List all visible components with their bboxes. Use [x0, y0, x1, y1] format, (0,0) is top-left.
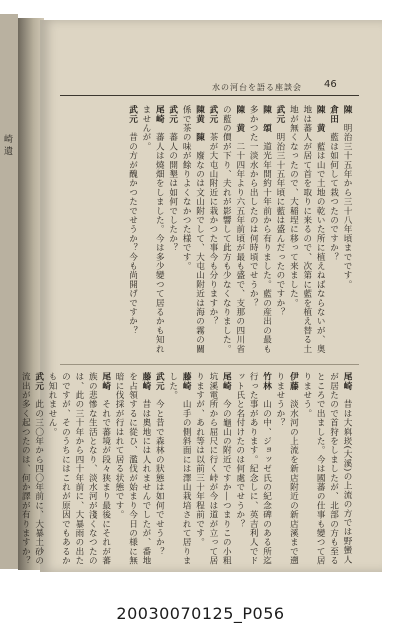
dialogue-line: [206, 105, 219, 360]
dialogue-line: [232, 372, 272, 572]
dialogue-line: [165, 372, 192, 572]
dialogue-text: 茶が大屯山附近に栽かつた事今も分りますか？: [207, 132, 218, 326]
speaker-name: 陳 黄: [315, 105, 326, 142]
speaker-name: 陳 頌: [261, 105, 272, 142]
dialogue-text: 山の中、ジョッゼ氏の紀念碑のある所迄行った事があります。紀念しに、英吉利人でドット氏と名付けたのは何處でせうか？: [234, 372, 272, 566]
speaker-name: 陳 黄: [234, 105, 245, 142]
archive-caption: 20030070125_P056: [116, 604, 285, 623]
dialogue-line: [286, 105, 326, 360]
dialogue-line: [299, 372, 353, 572]
dialogue-text: 昔は大嵙崁(大溪)の上流の方では野蠻人が居たので首狩をしましたが、北部の方も至るところで出ました。今は國蕃の仕事も變つて居りませう。: [301, 372, 352, 566]
dialogue-text: 藍は山で土地の乾いた所に植えねばならないが、奥地は蕃人が居て首を取りに来るので、次第に藍を植え替る土地が無くなったので、大稲埕に移って来ました。: [288, 105, 326, 354]
dialogue-text: 明治三十五年から三十八年頃までです。: [342, 123, 352, 290]
speaker-name: 竹林: [261, 372, 272, 400]
dialogue-text: 藍は如何して栽つたのですか？: [328, 132, 339, 262]
speaker-name: 陳: [342, 105, 352, 124]
dialogue-line: [125, 105, 138, 360]
dialogue-line: [18, 372, 45, 572]
speaker-name: 武元: [167, 105, 178, 133]
dialogue-text: 道光年間約十年前から有りました。藍の産出の最も多かつた一淡水から出したのは何時頃でせうか？: [248, 105, 272, 354]
facing-page-text: 崎 遺: [2, 134, 12, 155]
speaker-name: 尾崎: [342, 372, 352, 400]
dialogue-text: 今と昔で森林の狀態は如何でせうか？: [154, 399, 165, 557]
dialogue-text: 昔の方が醜かつたでせうか？今も尚開げですか？: [127, 132, 138, 336]
speaker-name: 武元: [207, 105, 218, 133]
page-number: 46: [324, 79, 337, 90]
dialogue-line: [273, 105, 286, 360]
dialogue-line: [326, 105, 339, 360]
speaker-name: 尾崎: [100, 372, 111, 400]
dialogue-text: 二十四年より六五年前頃が最も盛で、支那の四川省の藍の價が下り、夫れが影響して此方も少なくなりました。: [221, 105, 245, 354]
header-rule: [60, 95, 359, 96]
dialogue-text: 蕃人の開墾は如何でしたか？: [167, 132, 178, 253]
dialogue-text: 今の龜山の附近ですか―つまりこの小粗坑溪電所から屈尺に行く峠が今は道が立って居りますが、あれ等は以前三十年程前です。: [194, 372, 232, 566]
running-header: 水の河台を語る座談会: [212, 83, 302, 92]
speaker-name: 尾崎: [154, 105, 165, 133]
dialogue-line: [139, 105, 166, 360]
upper-dialogue-block: [125, 105, 353, 360]
speaker-name: 藤崎: [140, 372, 151, 400]
dialogue-line: [273, 372, 300, 572]
speaker-name: 藤崎: [181, 372, 192, 400]
dialogue-text: 淡水河の上流を新店附近の新店溪まで遡りませうか？: [274, 372, 299, 566]
dialogue-line: [340, 105, 353, 360]
dialogue-text: 廢なのは文山附でして、大屯山附近は海の霧の關係で茶の味が餘りよくなかつた様です。: [181, 105, 205, 354]
dialogue-line: [179, 105, 206, 360]
dialogue-line: [219, 105, 246, 360]
dialogue-line: [112, 372, 152, 572]
speaker-name: 武元: [127, 105, 138, 133]
dialogue-text: それで蕃境が段々狭まり最後にそれが蕃族の悲慘な生活となり、淡水河が淺くなつたのは、此の三十年から四十年前に、大暴雨の出たのですが、そのうちにはこれが原因でもあるかも知れません。: [47, 372, 111, 566]
dialogue-line: [192, 372, 232, 572]
speaker-name: 武元: [274, 105, 285, 133]
block-divider: [60, 364, 359, 365]
speaker-name: 武元: [33, 372, 44, 400]
dialogue-text: 山手の側斜面には澤山栽培されて居りました。: [167, 372, 192, 566]
dialogue-line: [246, 105, 273, 360]
speaker-name: 倉田: [328, 105, 339, 133]
dialogue-text: 蕃人は燒畑をしました。今は多少變つて居るかも知れませんが。: [140, 105, 165, 354]
dialogue-line: [152, 372, 165, 572]
speaker-name: 伊藤: [288, 372, 299, 400]
facing-page-edge: [0, 14, 18, 569]
speaker-name: 陳黄 陳: [194, 105, 205, 151]
speaker-name: 武元: [154, 372, 165, 400]
dialogue-text: 明治三十五年頃に藍は盛んだったのですか？: [274, 132, 285, 317]
dialogue-line: [165, 105, 178, 360]
speaker-name: 尾崎: [221, 372, 232, 400]
lower-dialogue-block: [18, 372, 353, 572]
dialogue-line: [45, 372, 112, 572]
dialogue-text: 昔は奧地には人れませんでしたが、番地を占領するに從ひ、濫伐が始まり今日の様に無暗に伐採が行はれて居る状態です。: [114, 372, 151, 566]
dialogue-text: 此の三〇年から四〇年前に、大暴土砂の流出が多く起つたのは、何か譯が有りますか？: [20, 372, 44, 566]
